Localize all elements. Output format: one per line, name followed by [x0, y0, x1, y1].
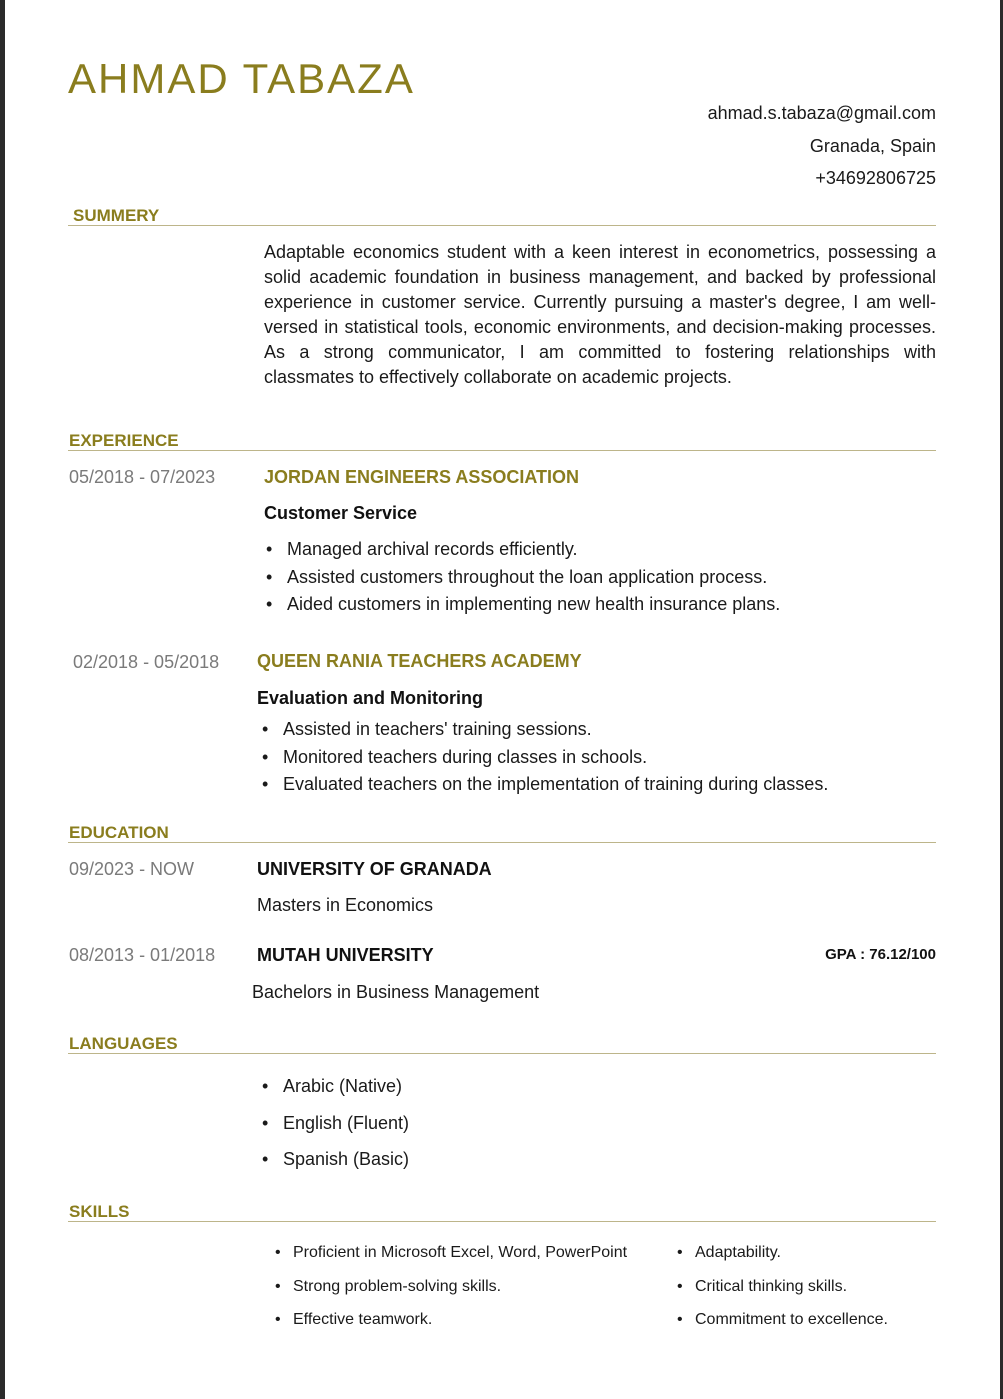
education-section-title: EDUCATION	[69, 823, 169, 842]
list-item: • Strong problem-solving skills.	[273, 1270, 627, 1304]
candidate-name: AHMAD TABAZA	[68, 55, 415, 102]
list-item: • Managed archival records efficiently.	[264, 536, 780, 564]
education-2-degree: Bachelors in Business Management	[252, 982, 540, 1002]
job-1-dates: 05/2018 - 07/2023	[69, 467, 216, 487]
education-divider	[68, 842, 936, 843]
list-item: • Spanish (Basic)	[260, 1141, 409, 1178]
list-item: • Adaptability.	[675, 1236, 888, 1270]
page-left-edge	[0, 0, 5, 1399]
list-item: • Proficient in Microsoft Excel, Word, PowerPoint	[273, 1236, 627, 1270]
list-item: • Monitored teachers during classes in schools.	[260, 744, 828, 772]
education-2-school: MUTAH UNIVERSITY	[257, 945, 434, 965]
job-1-organization: JORDAN ENGINEERS ASSOCIATION	[264, 467, 580, 487]
list-item: • Assisted customers throughout the loan application process.	[264, 564, 780, 592]
skills-list-column-1	[273, 1236, 627, 1337]
skills-list-column-2	[675, 1236, 888, 1337]
list-item: • Arabic (Native)	[260, 1068, 409, 1105]
contact-email[interactable]: ahmad.s.tabaza@gmail.com	[707, 103, 936, 123]
experience-divider	[68, 450, 936, 451]
list-item: • Effective teamwork.	[273, 1303, 627, 1337]
education-2-gpa: GPA : 76.12/100	[825, 946, 936, 963]
languages-section-title: LANGUAGES	[69, 1034, 178, 1053]
job-1-role: Customer Service	[264, 503, 418, 523]
contact-location: Granada, Spain	[809, 136, 936, 156]
education-2-dates: 08/2013 - 01/2018	[69, 945, 216, 965]
list-item: • Critical thinking skills.	[675, 1270, 888, 1304]
summary-text: Adaptable economics student with a keen interest in econometrics, possessing a solid academic foundation in business management, and backed by professional experience in customer service. Currently pursuing a master's degree, I am well-versed in statistical tools, economic environments, and decision-making processes. As a strong communicator, I am committed to fostering relationships with classmates to effectively collaborate on academic projects.	[264, 242, 936, 387]
list-item: • Commitment to excellence.	[675, 1303, 888, 1337]
education-1-degree: Masters in Economics	[257, 895, 434, 915]
skills-divider	[68, 1221, 936, 1222]
languages-divider	[68, 1053, 936, 1054]
languages-list	[260, 1068, 409, 1178]
job-1-bullet-list	[264, 536, 780, 619]
experience-section-title: EXPERIENCE	[69, 431, 179, 450]
job-2-dates: 02/2018 - 05/2018	[73, 652, 220, 672]
job-2-organization: QUEEN RANIA TEACHERS ACADEMY	[257, 651, 582, 671]
skills-section-title: SKILLS	[69, 1202, 130, 1221]
summary-divider	[68, 225, 936, 226]
education-1-dates: 09/2023 - NOW	[69, 859, 195, 879]
list-item: • English (Fluent)	[260, 1105, 409, 1142]
list-item: • Evaluated teachers on the implementation of training during classes.	[260, 771, 828, 799]
education-1-school: UNIVERSITY OF GRANADA	[257, 859, 492, 879]
contact-phone[interactable]: +34692806725	[815, 168, 936, 188]
summary-section-title: SUMMERY	[73, 206, 160, 225]
job-2-role: Evaluation and Monitoring	[257, 688, 483, 708]
job-2-bullet-list	[260, 716, 828, 799]
list-item: • Aided customers in implementing new health insurance plans.	[264, 591, 780, 619]
list-item: • Assisted in teachers' training sessions.	[260, 716, 828, 744]
